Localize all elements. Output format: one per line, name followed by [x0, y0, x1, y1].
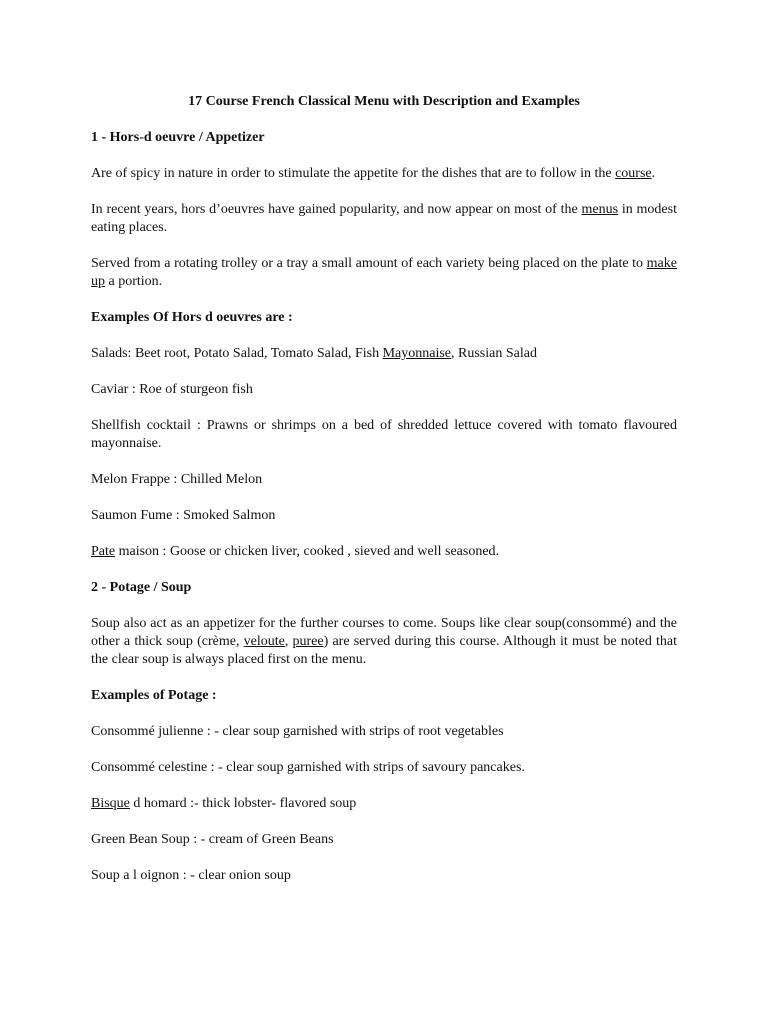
section-heading-hors-doeuvre: 1 - Hors-d oeuvre / Appetizer [91, 130, 265, 145]
text: ) are served during this course. Although it must be noted that the clear soup is always placed first on the menu. [91, 634, 678, 667]
text: maison : Goose or chicken liver, cooked , sieved and well seasoned. [115, 544, 500, 559]
text: , [284, 634, 293, 649]
text: Salads: Beet root, Potato Salad, Tomato Salad, Fish [91, 346, 383, 361]
link-puree[interactable]: puree [292, 634, 324, 649]
document-page [91, 93, 677, 903]
example-soup-oignon: Soup a l oignon : - clear onion soup [91, 868, 291, 883]
text: . [651, 166, 656, 181]
link-pate[interactable]: Pate [91, 544, 116, 559]
paragraph-popularity [91, 201, 677, 237]
example-melon-frappe: Melon Frappe : Chilled Melon [91, 472, 263, 487]
example-consomme-celestine: Consommé celestine : - clear soup garnished with strips of savoury pancakes. [91, 760, 525, 775]
example-caviar: Caviar : Roe of sturgeon fish [91, 382, 253, 397]
link-menus[interactable]: menus [581, 202, 619, 217]
link-course[interactable]: course [615, 166, 652, 181]
link-bisque[interactable]: Bisque [91, 796, 130, 811]
example-shellfish-cocktail: Shellfish cocktail : Prawns or shrimps on a bed of shredded lettuce covered with tomato flavoured mayonnaise. [91, 418, 677, 451]
example-green-bean-soup: Green Bean Soup : - cream of Green Beans [91, 832, 334, 847]
examples-heading-hors-doeuvres: Examples Of Hors d oeuvres are : [91, 310, 293, 325]
link-make-up[interactable]: make up [91, 256, 677, 289]
text: Served from a rotating trolley or a tray a small amount of each variety being placed on the plate to [91, 256, 647, 271]
link-mayonnaise[interactable]: Mayonnaise [382, 346, 452, 361]
text: , Russian Salad [451, 346, 537, 361]
text: Are of spicy in nature in order to stimulate the appetite for the dishes that are to follow in the [91, 166, 616, 181]
examples-heading-potage: Examples of Potage : [91, 688, 217, 703]
text: In recent years, hors d’oeuvres have gained popularity, and now appear on most of the [91, 202, 582, 217]
paragraph-serving [91, 255, 677, 291]
link-veloute[interactable]: veloute [243, 634, 285, 649]
example-saumon-fume: Saumon Fume : Smoked Salmon [91, 508, 276, 523]
section-heading-potage: 2 - Potage / Soup [91, 580, 192, 595]
example-bisque-homard [91, 795, 677, 813]
text: d homard :- thick lobster- flavored soup [129, 796, 357, 811]
text: in modest eating places. [91, 202, 677, 235]
text: Soup also act as an appetizer for the further courses to come. Soups like clear soup(consommé) and the other a thick soup (crème, [91, 616, 677, 649]
example-salads [91, 345, 677, 363]
example-pate-maison [91, 543, 677, 561]
paragraph-appetite [91, 165, 677, 183]
text: a portion. [105, 274, 163, 289]
document-title: 17 Course French Classical Menu with Description and Examples [188, 94, 580, 109]
example-consomme-julienne: Consommé julienne : - clear soup garnished with strips of root vegetables [91, 724, 504, 739]
paragraph-soup [91, 615, 677, 669]
